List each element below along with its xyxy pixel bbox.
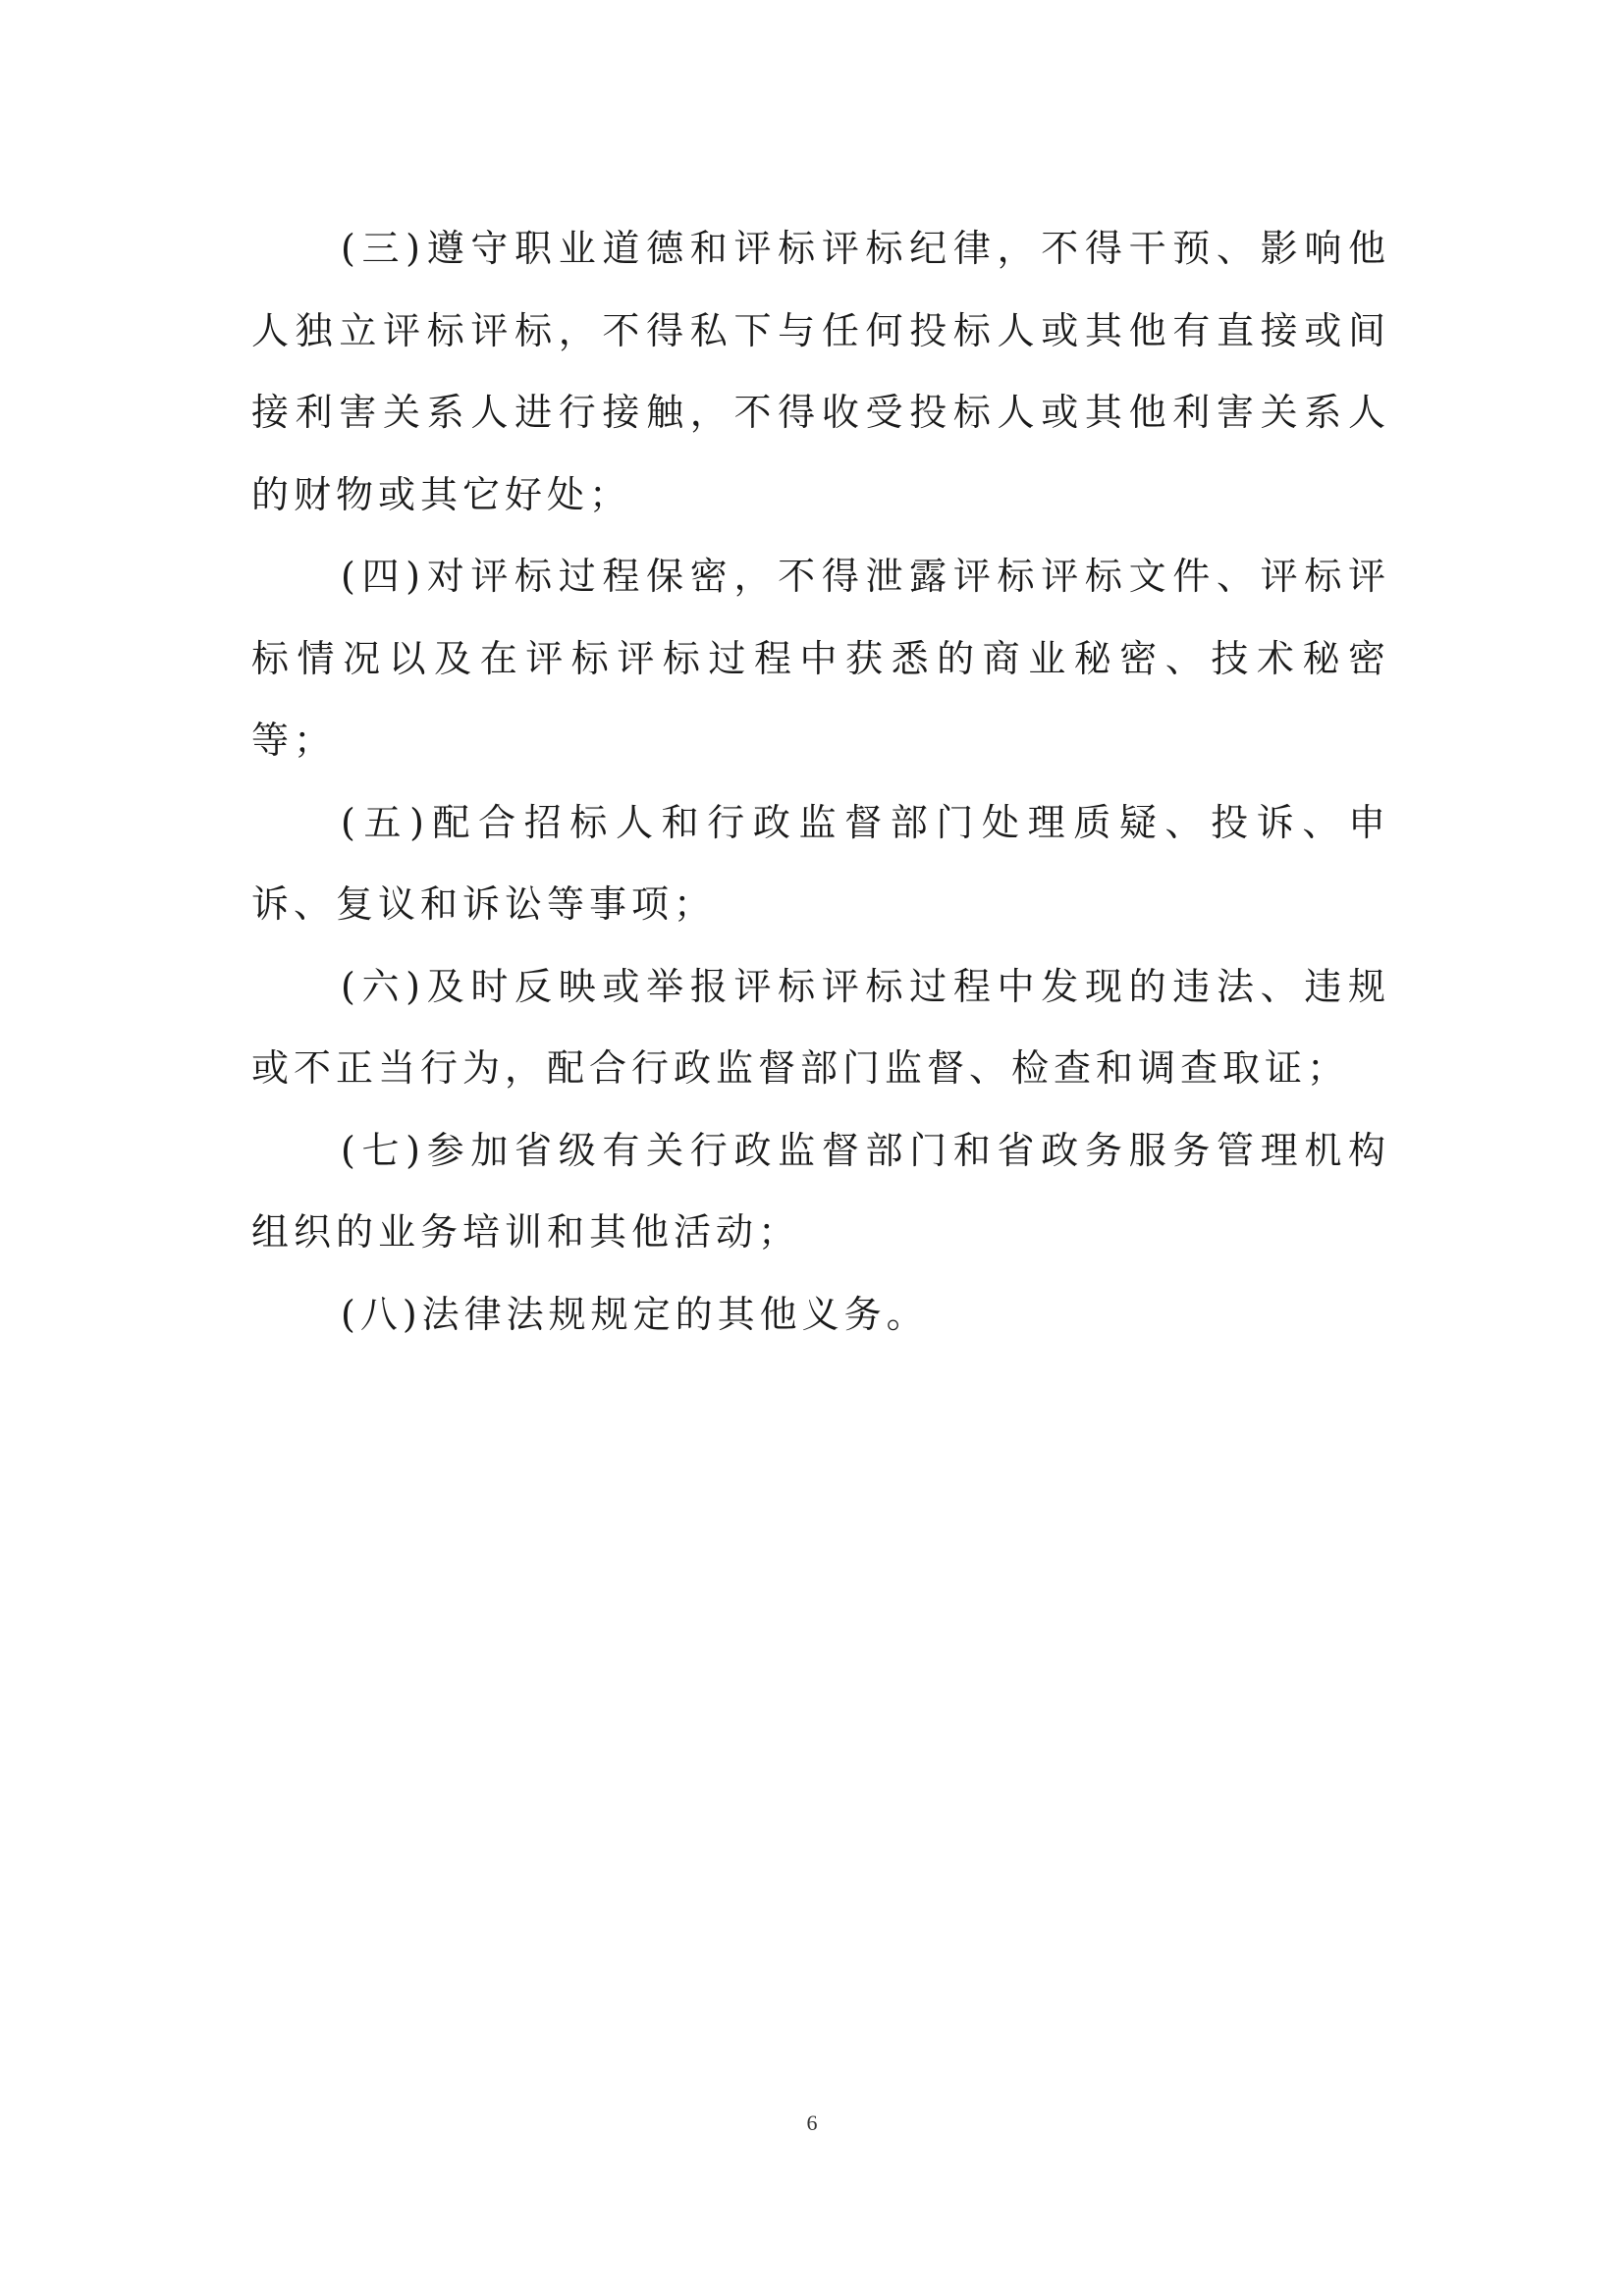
paragraph-item-6: (六)及时反映或举报评标评标过程中发现的违法、违规或不正当行为，配合行政监督部门监督、检查和调查取证；	[251, 964, 1390, 1090]
paragraph-item-7: (七)参加省级有关行政监督部门和省政务服务管理机构组织的业务培训和其他活动；	[251, 1128, 1390, 1254]
paragraph-item-5: (五)配合招标人和行政监督部门处理质疑、投诉、申诉、复议和诉讼等事项；	[251, 800, 1390, 926]
paragraph-item-4: (四)对评标过程保密，不得泄露评标评标文件、评标评标情况以及在评标评标过程中获悉的商业秘密、技术秘密等；	[251, 555, 1390, 762]
page-number: 6	[806, 2110, 818, 2135]
paragraph-item-3: (三)遵守职业道德和评标评标纪律，不得干预、影响他人独立评标评标，不得私下与任何投标人或其他有直接或间接利害关系人进行接触，不得收受投标人或其他利害关系人的财物或其它好处；	[251, 227, 1390, 516]
document-body	[251, 208, 1390, 1356]
paragraph-item-8: (八)法律法规规定的其他义务。	[341, 1292, 929, 1336]
